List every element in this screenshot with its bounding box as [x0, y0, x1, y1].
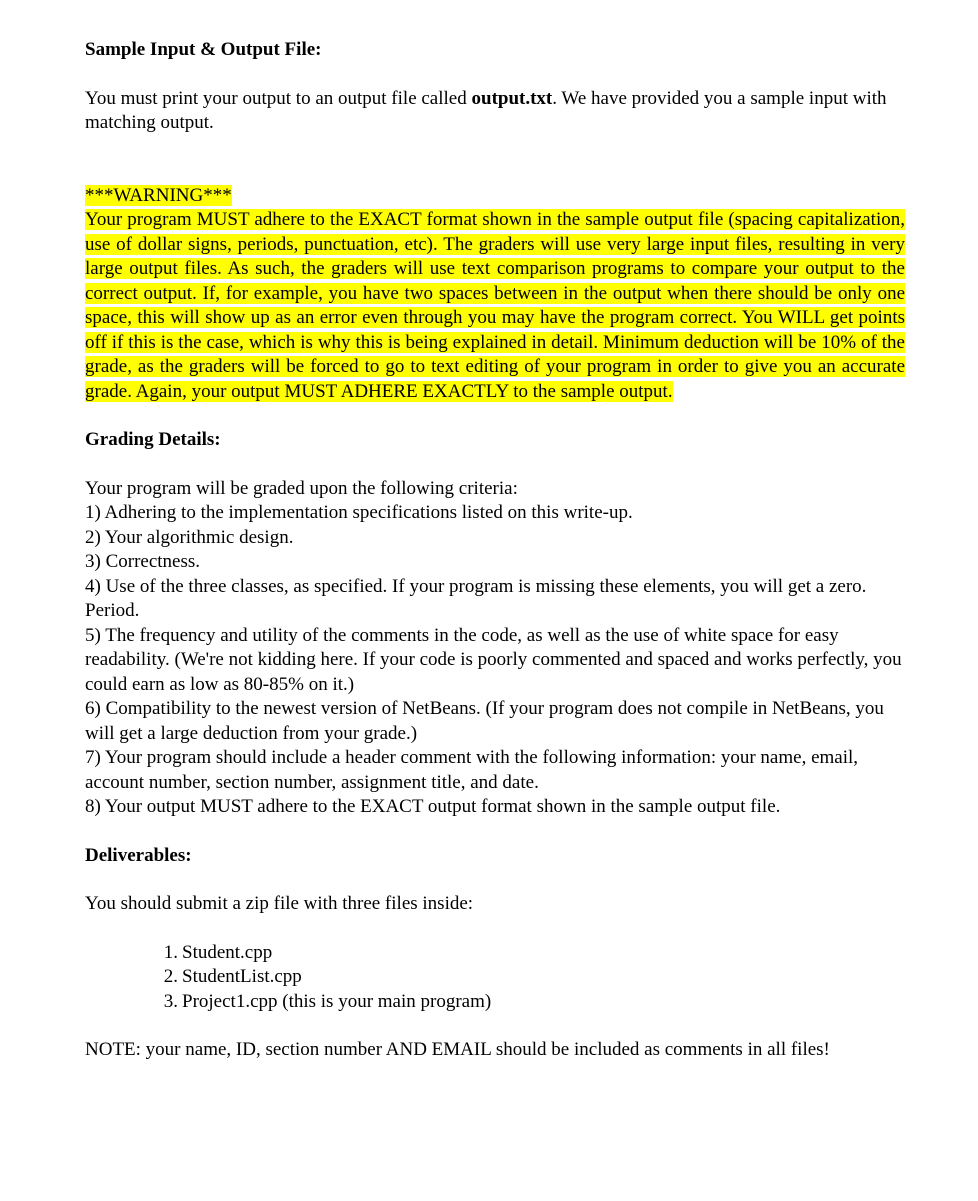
grading-intro: Your program will be graded upon the following criteria: — [85, 477, 518, 499]
grading-criterion: 4) Use of the three classes, as specified. If your program is missing these elements, you will get a zero. Period. — [85, 575, 867, 621]
deliverables-intro: You should submit a zip file with three files inside: — [85, 893, 474, 914]
sample-intro-before: You must print your output to an output file called — [85, 87, 472, 109]
grading-criterion: 5) The frequency and utility of the comments in the code, as well as the use of white space for easy readability. (We're not kidding here. If your code is poorly commented and spaced and works perfectly, you could earn as low as 80-85% on it.) — [85, 624, 902, 695]
list-item — [163, 990, 905, 1015]
warning-body-line — [85, 208, 905, 404]
sample-intro — [85, 87, 905, 136]
grading-criterion: 7) Your program should include a header comment with the following information: your name, email, account number, section number, assignment title, and date. — [85, 747, 859, 793]
list-item-file: Project1.cpp (this is your main program) — [182, 990, 492, 1012]
sample-heading: Sample Input & Output File: — [85, 39, 322, 60]
warning-body: Your program MUST adhere to the EXACT format shown in the sample output file (spacing capitalization, use of dollar signs, periods, punctuation, etc). The graders will use very large input files, resulting in very large output files. As such, the graders will use text comparison programs to compare your output to the correct output. If, for example, you have two spaces between in the output when there should be only one space, this will show up as an error even through you may have the program correct. You WILL get points off if this is the case, which is why this is being explained in detail. Minimum deduction will be 10% of the grade, as the graders will be forced to go to text editing of your program in order to give you an accurate grade. Again, your output MUST ADHERE EXACTLY to the sample output. — [85, 209, 905, 402]
deliverables-note: NOTE: your name, ID, section number AND EMAIL should be included as comments in all files! — [85, 1039, 830, 1060]
warning-title: ***WARNING*** — [85, 184, 232, 206]
grading-criterion: 8) Your output MUST adhere to the EXACT output format shown in the sample output file. — [85, 796, 781, 817]
list-item — [163, 941, 905, 966]
list-item-number: 3. — [163, 990, 178, 1012]
deliverables-heading: Deliverables: — [85, 844, 192, 866]
grading-heading: Grading Details: — [85, 429, 221, 450]
list-item-file: StudentList.cpp — [182, 966, 302, 987]
warning-title-line — [85, 184, 905, 209]
list-item-number: 2. — [163, 966, 178, 987]
list-item-file: Student.cpp — [182, 941, 273, 963]
grading-criterion: 6) Compatibility to the newest version of NetBeans. (If your program does not compile in NetBeans, you will get a large deduction from your grade.) — [85, 698, 884, 744]
grading-criterion: 3) Correctness. — [85, 551, 201, 572]
deliverables-list — [85, 941, 905, 1015]
output-filename: output.txt — [471, 87, 553, 109]
list-item-number: 1. — [163, 941, 178, 963]
list-item — [163, 965, 905, 990]
document-page — [85, 38, 905, 1063]
sample-intro-after: . We have provided you a sample input with matching output. — [85, 87, 887, 133]
grading-criterion: 1) Adhering to the implementation specifications listed on this write-up. — [85, 502, 633, 523]
grading-criterion: 2) Your algorithmic design. — [85, 526, 294, 548]
